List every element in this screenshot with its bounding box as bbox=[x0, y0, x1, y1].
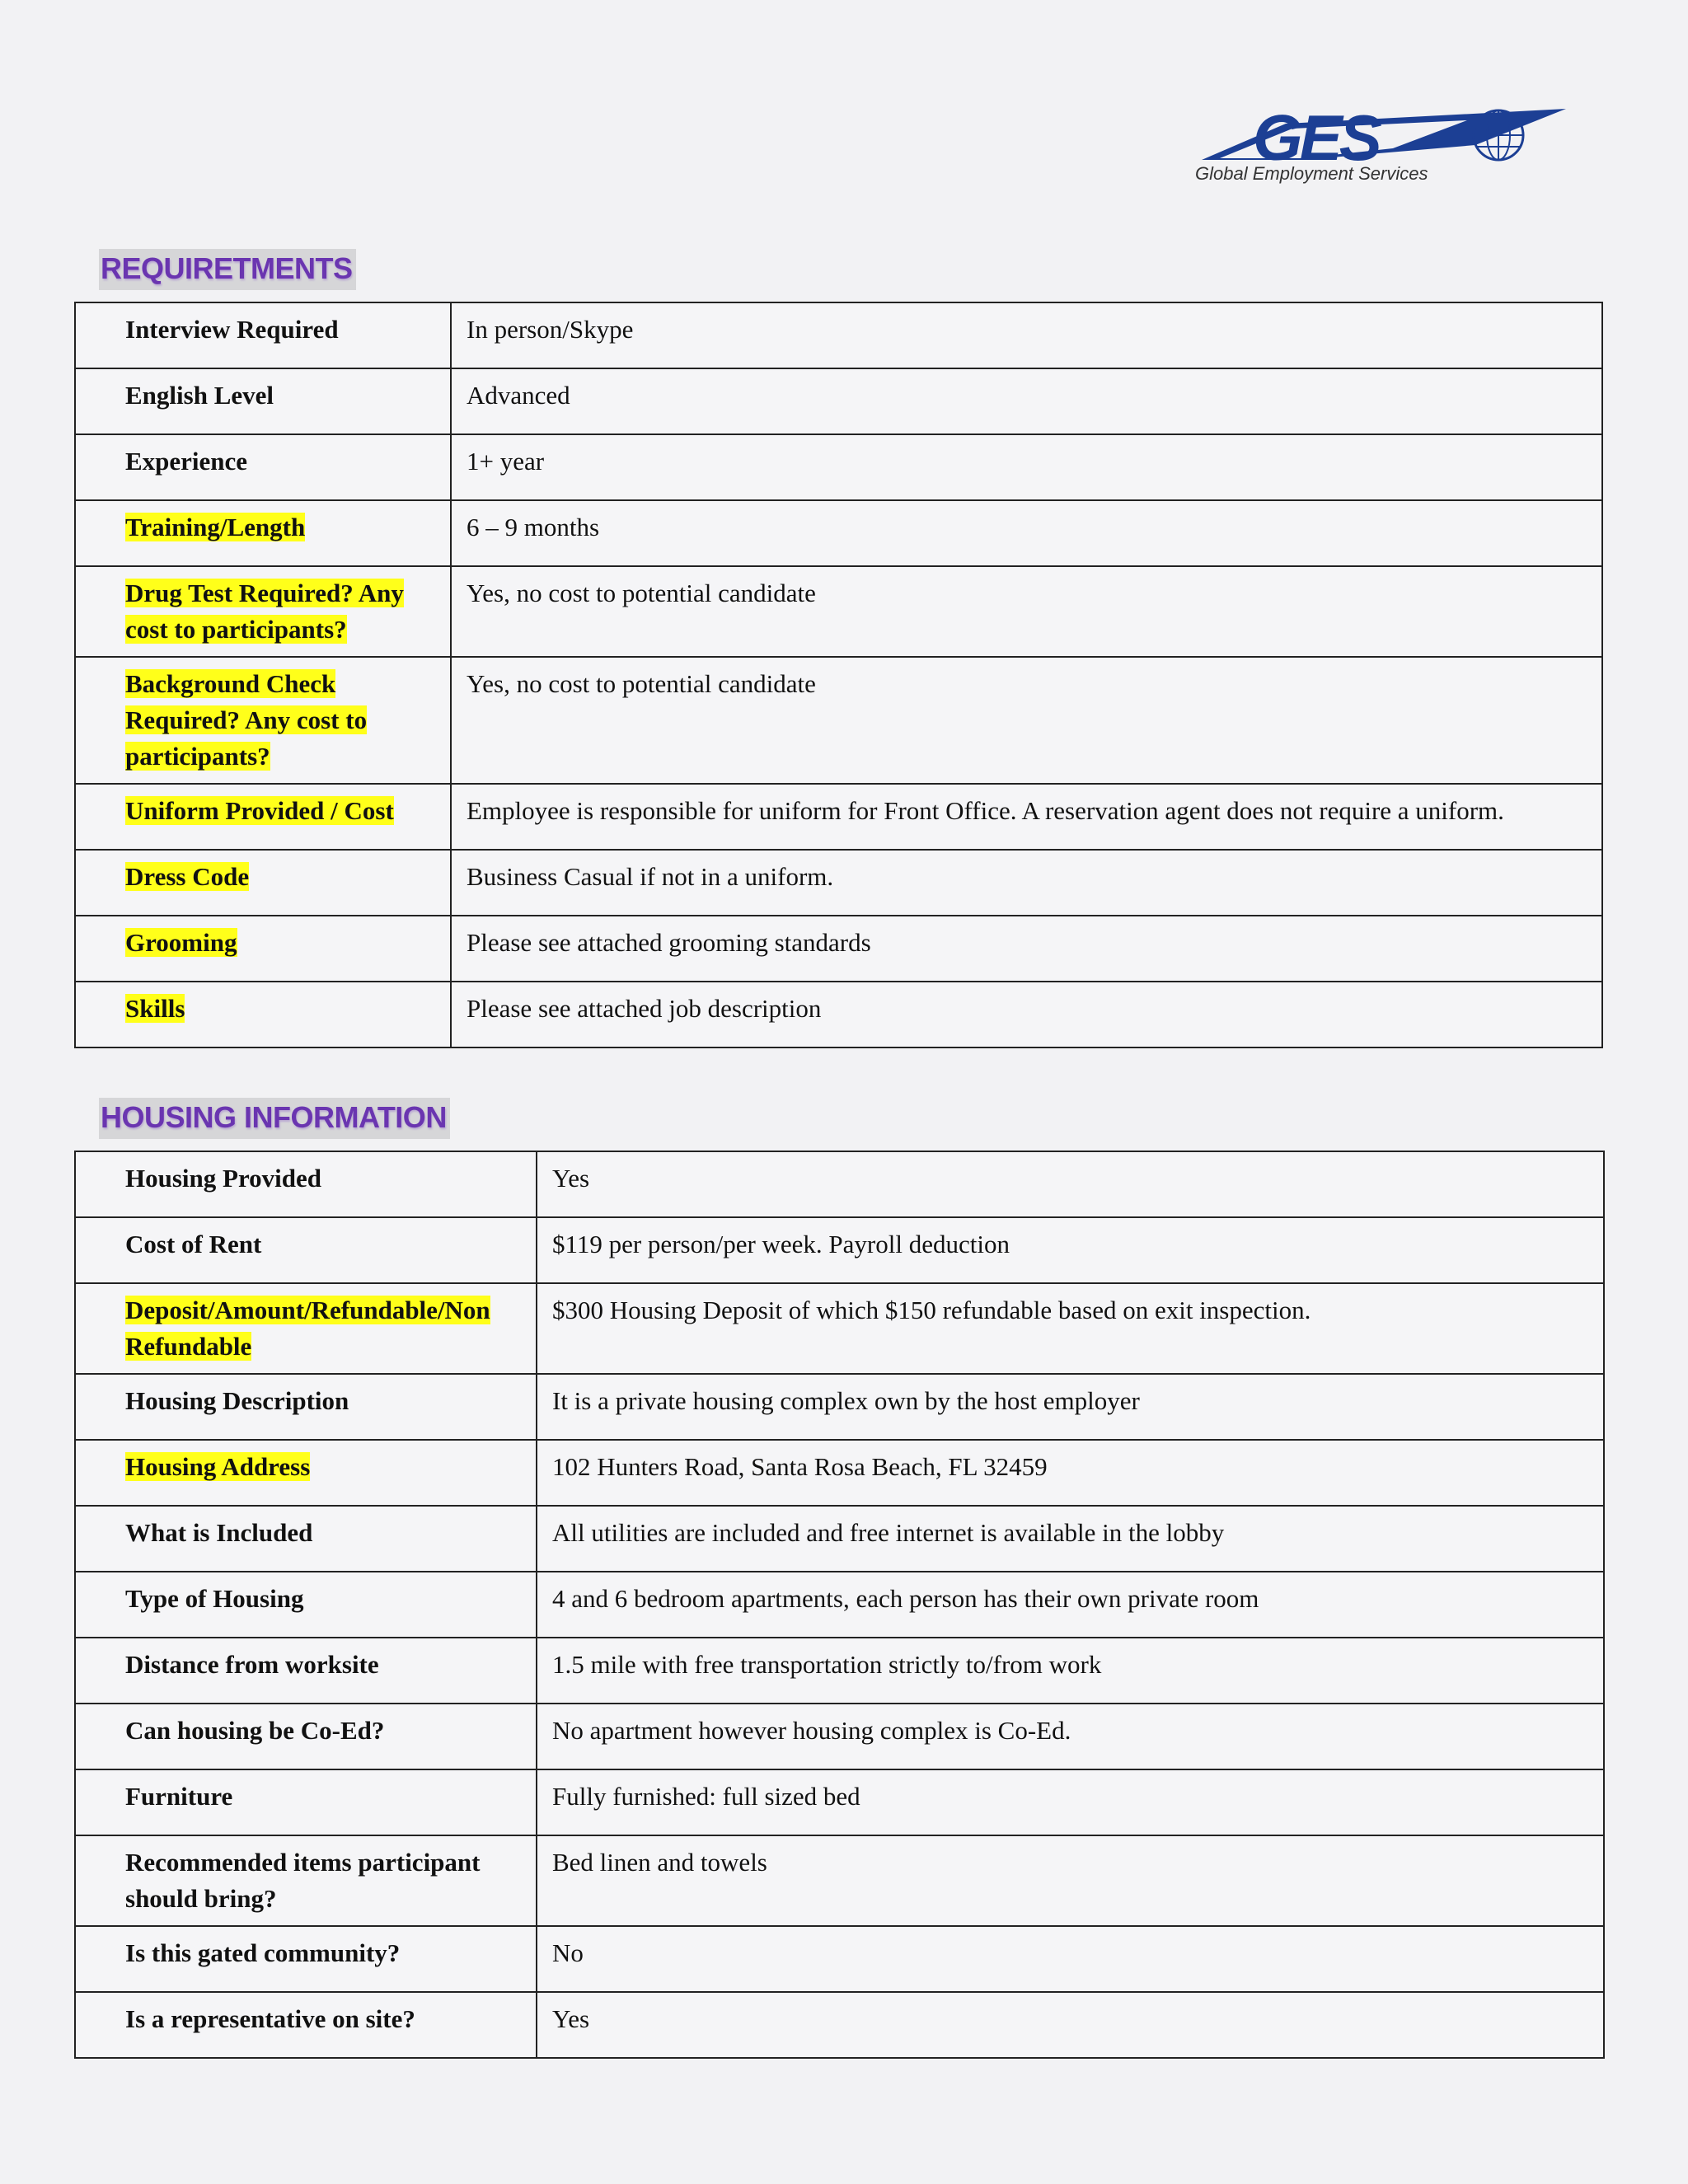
row-value: 102 Hunters Road, Santa Rosa Beach, FL 32459 bbox=[537, 1440, 1604, 1506]
row-value: No bbox=[537, 1926, 1604, 1992]
row-label-text: Housing Provided bbox=[125, 1164, 322, 1193]
row-label-text: Background Check Required? Any cost to participants? bbox=[125, 669, 368, 771]
row-label bbox=[75, 1992, 537, 2058]
logo-tagline: Global Employment Services bbox=[1195, 163, 1428, 184]
row-label bbox=[75, 1217, 537, 1283]
row-label bbox=[75, 784, 451, 850]
row-label-text: Uniform Provided / Cost bbox=[125, 796, 394, 825]
row-label bbox=[75, 1638, 537, 1704]
row-label-text: Distance from worksite bbox=[125, 1650, 379, 1679]
row-label bbox=[75, 368, 451, 434]
row-label bbox=[75, 1704, 537, 1769]
row-label bbox=[75, 500, 451, 566]
table-row bbox=[75, 302, 1602, 368]
table-row bbox=[75, 1926, 1604, 1992]
table-row bbox=[75, 368, 1602, 434]
row-value: Yes bbox=[537, 1992, 1604, 2058]
row-label-text: Furniture bbox=[125, 1782, 233, 1811]
table-row bbox=[75, 1283, 1604, 1374]
table-row bbox=[75, 1217, 1604, 1283]
table-row bbox=[75, 566, 1602, 657]
table-row bbox=[75, 1638, 1604, 1704]
row-value: Please see attached grooming standards bbox=[451, 916, 1602, 982]
row-value: All utilities are included and free internet is available in the lobby bbox=[537, 1506, 1604, 1572]
requirements-table bbox=[74, 302, 1603, 1048]
row-value: Fully furnished: full sized bed bbox=[537, 1769, 1604, 1835]
row-label-text: Can housing be Co-Ed? bbox=[125, 1716, 385, 1745]
row-label-text: Training/Length bbox=[125, 513, 306, 541]
row-value: Yes, no cost to potential candidate bbox=[451, 657, 1602, 784]
row-label bbox=[75, 1926, 537, 1992]
row-label bbox=[75, 850, 451, 916]
table-row bbox=[75, 1151, 1604, 1217]
row-value: Advanced bbox=[451, 368, 1602, 434]
row-value: Please see attached job description bbox=[451, 982, 1602, 1047]
table-row bbox=[75, 500, 1602, 566]
table-row bbox=[75, 657, 1602, 784]
row-value: Bed linen and towels bbox=[537, 1835, 1604, 1926]
row-label bbox=[75, 302, 451, 368]
row-label-text: Recommended items participant should bring? bbox=[125, 1848, 481, 1913]
row-value: Employee is responsible for uniform for Front Office. A reservation agent does not require a uniform. bbox=[451, 784, 1602, 850]
svg-text:GES: GES bbox=[1253, 105, 1379, 174]
row-label-text: Type of Housing bbox=[125, 1584, 304, 1613]
row-label-text: Drug Test Required? Any cost to participants? bbox=[125, 579, 404, 644]
row-value: $300 Housing Deposit of which $150 refundable based on exit inspection. bbox=[537, 1283, 1604, 1374]
row-label bbox=[75, 982, 451, 1047]
row-label bbox=[75, 434, 451, 500]
row-label bbox=[75, 1283, 537, 1374]
table-row bbox=[75, 1440, 1604, 1506]
row-value: Business Casual if not in a uniform. bbox=[451, 850, 1602, 916]
row-value: 4 and 6 bedroom apartments, each person has their own private room bbox=[537, 1572, 1604, 1638]
row-label-text: English Level bbox=[125, 381, 274, 410]
row-label bbox=[75, 1440, 537, 1506]
row-value: Yes, no cost to potential candidate bbox=[451, 566, 1602, 657]
table-row bbox=[75, 1506, 1604, 1572]
row-value: 1+ year bbox=[451, 434, 1602, 500]
table-row bbox=[75, 1835, 1604, 1926]
row-label bbox=[75, 657, 451, 784]
row-value: 6 – 9 months bbox=[451, 500, 1602, 566]
row-value: It is a private housing complex own by the host employer bbox=[537, 1374, 1604, 1440]
table-row bbox=[75, 434, 1602, 500]
row-label-text: Is this gated community? bbox=[125, 1938, 401, 1967]
row-label bbox=[75, 1374, 537, 1440]
row-label bbox=[75, 1769, 537, 1835]
table-row bbox=[75, 1374, 1604, 1440]
row-label-text: Grooming bbox=[125, 928, 237, 957]
requirements-heading: REQUIRETMENTS bbox=[99, 249, 356, 290]
row-value: In person/Skype bbox=[451, 302, 1602, 368]
row-value: 1.5 mile with free transportation strictly to/from work bbox=[537, 1638, 1604, 1704]
row-value: $119 per person/per week. Payroll deduction bbox=[537, 1217, 1604, 1283]
row-label-text: Housing Address bbox=[125, 1452, 311, 1481]
row-label-text: Interview Required bbox=[125, 315, 339, 344]
table-row bbox=[75, 850, 1602, 916]
table-row bbox=[75, 916, 1602, 982]
table-row bbox=[75, 1992, 1604, 2058]
row-label-text: Experience bbox=[125, 447, 248, 476]
row-value: No apartment however housing complex is Co-Ed. bbox=[537, 1704, 1604, 1769]
row-label-text: Dress Code bbox=[125, 862, 250, 891]
housing-table bbox=[74, 1151, 1605, 2059]
housing-heading: HOUSING INFORMATION bbox=[99, 1098, 450, 1139]
row-label-text: What is Included bbox=[125, 1518, 313, 1547]
row-label bbox=[75, 1506, 537, 1572]
table-row bbox=[75, 784, 1602, 850]
row-label-text: Is a representative on site? bbox=[125, 2004, 415, 2033]
row-label bbox=[75, 916, 451, 982]
ges-logo bbox=[1187, 105, 1582, 188]
row-label bbox=[75, 1835, 537, 1926]
table-row bbox=[75, 982, 1602, 1047]
table-row bbox=[75, 1572, 1604, 1638]
row-label-text: Cost of Rent bbox=[125, 1230, 262, 1258]
table-row bbox=[75, 1769, 1604, 1835]
row-label bbox=[75, 1151, 537, 1217]
table-row bbox=[75, 1704, 1604, 1769]
row-label-text: Deposit/Amount/Refundable/Non Refundable bbox=[125, 1296, 490, 1361]
row-label-text: Housing Description bbox=[125, 1386, 349, 1415]
row-label bbox=[75, 1572, 537, 1638]
row-value: Yes bbox=[537, 1151, 1604, 1217]
row-label-text: Skills bbox=[125, 994, 185, 1023]
row-label bbox=[75, 566, 451, 657]
